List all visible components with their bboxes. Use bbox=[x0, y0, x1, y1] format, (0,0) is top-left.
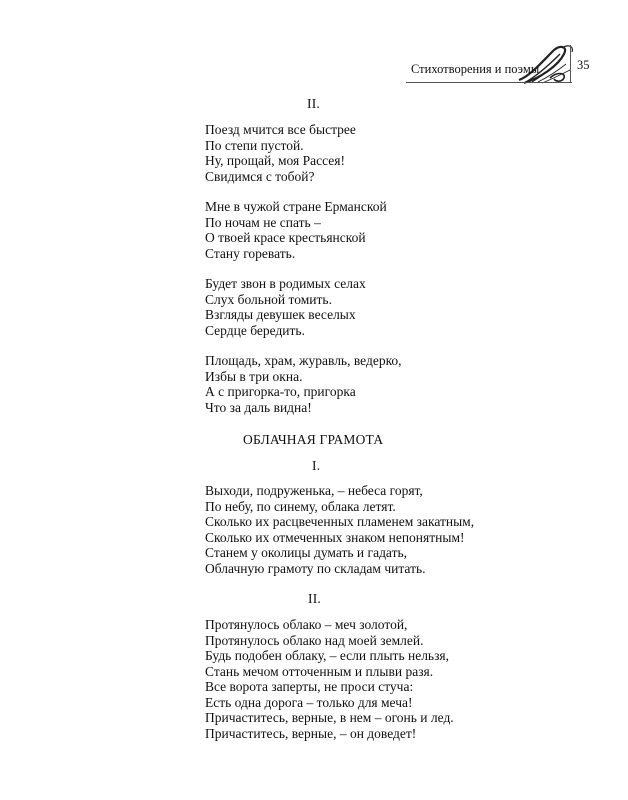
verse-line: Станем у околицы думать и гадать, bbox=[205, 545, 408, 560]
verse-line: Причаститесь, верные, в нем – огонь и лед. bbox=[205, 710, 454, 725]
verse-line: Свидимся с тобой? bbox=[205, 168, 315, 184]
verse-line: Сердце бередить. bbox=[205, 322, 305, 338]
verse-line: Избы в три окна. bbox=[205, 368, 303, 384]
section-numeral: II. bbox=[307, 96, 320, 111]
verse-line: Все ворота заперты, не проси стуча: bbox=[205, 679, 414, 694]
verse-line: По небу, по синему, облака летят. bbox=[205, 498, 396, 514]
stanza bbox=[205, 617, 454, 741]
verse-line: Стану горевать. bbox=[205, 245, 296, 261]
running-title: Стихотворения и поэмы bbox=[411, 62, 540, 76]
verse-line: Выходи, подруженька, – небеса горят, bbox=[205, 483, 423, 498]
stanza bbox=[205, 122, 356, 184]
header-vertical-rule bbox=[570, 45, 571, 83]
verse-line: Сколько их расцвеченных пламенем закатным, bbox=[205, 514, 475, 529]
poem-title: ОБЛАЧНАЯ ГРАМОТА bbox=[243, 432, 384, 447]
verse-line: Будет звон в родимых селах bbox=[205, 276, 366, 291]
verse-line: Будь подобен облаку, – если плыть нельзя, bbox=[205, 648, 450, 663]
stanza bbox=[205, 276, 366, 338]
part-numeral: II. bbox=[308, 591, 321, 606]
verse-line: Есть одна дорога – только для меча! bbox=[205, 694, 413, 710]
verse-line: Протянулось облако над моей землей. bbox=[205, 632, 424, 648]
verse-line: Слух больной томить. bbox=[205, 291, 332, 307]
verse-line: По ночам не спать – bbox=[205, 214, 321, 230]
page-number: 35 bbox=[577, 58, 590, 72]
verse-line: О твоей красе крестьянской bbox=[205, 230, 366, 245]
verse-line: Ну, прощай, моя Рассея! bbox=[205, 153, 345, 168]
page-header bbox=[0, 0, 628, 90]
part-numeral: I. bbox=[312, 458, 321, 473]
verse-line: А с пригорка-то, пригорка bbox=[205, 384, 356, 399]
verse-line: Что за даль видна! bbox=[205, 399, 312, 415]
stanza bbox=[205, 483, 474, 576]
header-rule bbox=[406, 82, 572, 83]
verse-line: Стань мечом отточенным и плыви разя. bbox=[205, 663, 434, 679]
verse-line: Мне в чужой стране Ерманской bbox=[205, 199, 387, 214]
verse-line: Поезд мчится все быстрее bbox=[205, 122, 356, 137]
stanza bbox=[205, 199, 387, 261]
verse-line: Площадь, храм, журавль, ведерко, bbox=[205, 353, 402, 368]
stanza bbox=[205, 353, 402, 415]
verse-line: Облачную грамоту по складам читать. bbox=[205, 560, 426, 576]
verse-line: Протянулось облако – меч золотой, bbox=[205, 617, 408, 632]
verse-line: Сколько их отмеченных знаком непонятным! bbox=[205, 529, 465, 545]
verse-line: По степи пустой. bbox=[205, 137, 304, 153]
verse-line: Взгляды девушек веселых bbox=[205, 307, 356, 322]
verse-line: Причаститесь, верные, – он доведет! bbox=[205, 725, 417, 741]
